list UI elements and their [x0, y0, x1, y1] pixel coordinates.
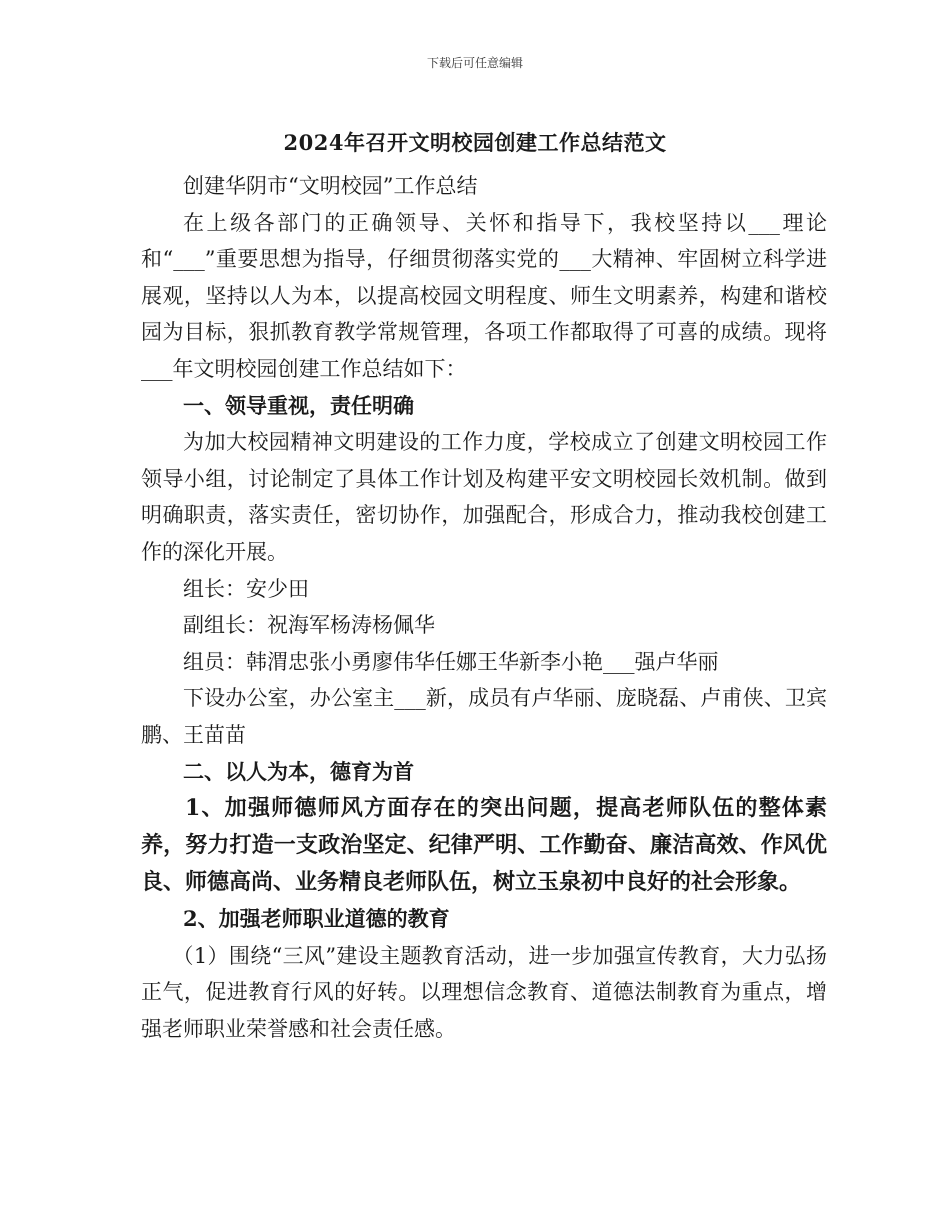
download-note: 下载后可任意编辑 [426, 56, 523, 70]
members-line: 组员：韩渭忠张小勇廖伟华任娜王华新李小艳___强卢华丽 [183, 649, 719, 674]
document-title: 2024年召开文明校园创建工作总结范文 [283, 130, 667, 155]
section-heading-2: 二、以人为本，德育为首 [183, 758, 414, 784]
team-leader-line: 组长：安少田 [183, 576, 309, 601]
subtitle-paragraph: 创建华阴市“文明校园”工作总结 [183, 174, 478, 198]
section-heading-1: 一、领导重视，责任明确 [183, 392, 414, 418]
leadership-paragraph: 为加大校园精神文明建设的工作力度，学校成立了创建文明校园工作领导小组，讨论制定了具体工作计划及构建平安文明校园长效机制。做到明确职责，落实责任，密切协作，加强配合，形成合力，推动我校创建工作的深化开展。 [141, 430, 827, 564]
subsection-heading-2: 2、加强老师职业道德的教育 [183, 906, 450, 932]
three-winds-paragraph: （1）围绕“三风”建设主题教育活动，进一步加强宣传教育，大力弘扬正气，促进教育行风的好转。以理想信念教育、道德法制教育为重点，增强老师职业荣誉感和社会责任感。 [141, 943, 827, 1041]
document-body [141, 168, 827, 1047]
ethics-paragraph: 1、加强师德师风方面存在的突出问题，提高老师队伍的整体素养，努力打造一支政治坚定、纪律严明、工作勤奋、廉洁高效、作风优良、师德高尚、业务精良老师队伍，树立玉泉初中良好的社会形象。 [141, 795, 827, 896]
deputy-leader-line: 副组长：祝海军杨涛杨佩华 [183, 613, 435, 638]
intro-paragraph: 在上级各部门的正确领导、关怀和指导下，我校坚持以___理论和“___”重要思想为指导，仔细贯彻落实党的___大精神、牢固树立科学进展观，坚持以人为本，以提高校园文明程度、师生文明素养，构建和谐校园为目标，狠抓教育教学常规管理，各项工作都取得了可喜的成绩。现将___年文明校园创建工作总结如下： [141, 210, 827, 381]
office-paragraph: 下设办公室，办公室主___新，成员有卢华丽、庞晓磊、卢甫侠、卫宾鹏、王苗苗 [141, 686, 827, 747]
